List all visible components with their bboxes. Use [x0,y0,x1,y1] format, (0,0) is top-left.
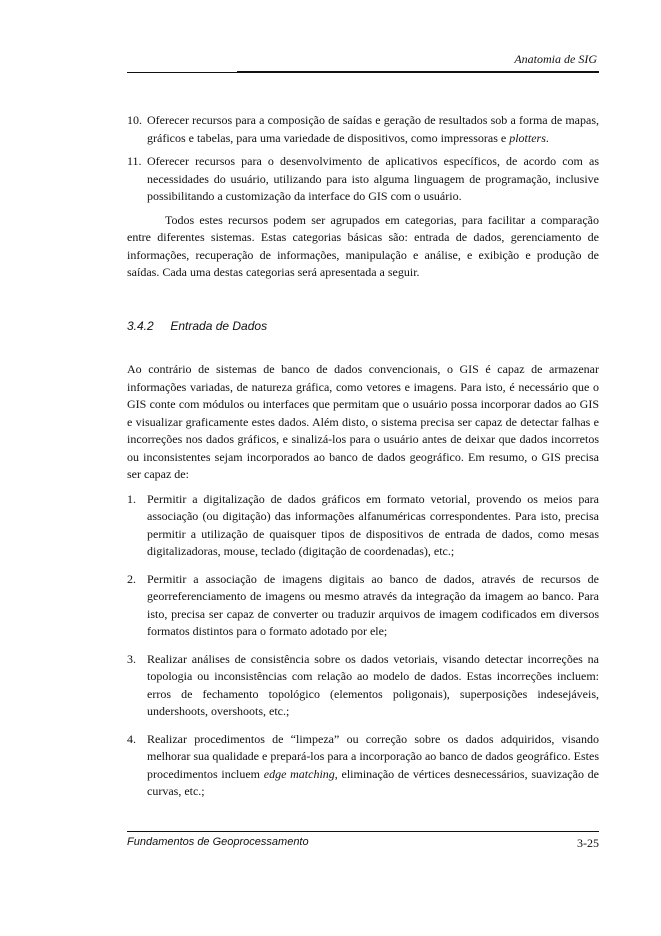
list-text: Realizar análises de consistência sobre os dados vetoriais, visando detectar incorreções na topologia ou inconsistências com relação ao modelo de dados. Estas incorreções incluem: erros de fechamento topológico (elementos poligonais), superposições indesejáveis, undershoots, overshoots, etc.; [147,651,599,718]
paragraph: Todos estes recursos podem ser agrupados em categorias, para facilitar a comparação entre diferentes sistemas. Estas categorias básicas são: entrada de dados, gerenciamento de informações, recuperação de informações, manipulação e análise, e exibição e produção de saídas. Cada uma destas categorias será apresentada a seguir. [127,212,599,279]
footer-rule [127,831,599,832]
running-header: Anatomia de SIG [514,52,597,66]
list-number: 10. [127,113,142,127]
page-content [127,112,599,811]
numbered-list [127,491,599,801]
list-text: Realizar procedimentos de “limpeza” ou correção sobre os dados adquiridos, visando melhorar sua qualidade e prepará-los para a incorporação ao banco de dados geográfico. Estes procedimentos incluem edge matching, eliminação de vértices desnecessários, suavização de curvas, etc.; [147,731,600,798]
list-text: Permitir a associação de imagens digitais ao banco de dados, através de recursos de georreferenciamento de imagens ou mesmo através da integração da imagem ao banco. Para isto, precisa ser capaz de converter ou traduzir arquivos de imagem codificados em diversos formatos distintos para o formato adotado por ele; [147,571,599,638]
list-number: 4. [127,731,136,746]
header-rule-thick [237,71,599,73]
section-heading [127,318,599,336]
list-text: Oferecer recursos para o desenvolvimento de aplicativos específicos, de acordo com as necessidades do usuário, utilizando para isto alguma linguagem de programação, inclusive possibilitando a customização da interface do GIS com o usuário. [147,154,599,203]
list-number: 3. [127,651,136,666]
list-number: 2. [127,571,136,586]
list-item [127,731,599,801]
list-item [127,112,599,147]
list-item [127,153,599,206]
list-item [127,491,599,561]
list-number: 1. [127,491,136,506]
paragraph: Ao contrário de sistemas de banco de dados convencionais, o GIS é capaz de armazenar informações variadas, de natureza gráfica, como vetores e imagens. Para isto, é necessário que o GIS conte com módulos ou interfaces que permitam que o usuário possa incorporar dados ao GIS e visualizar graficamente estes dados. Além disto, o sistema precisa ser capaz de detectar falhas e incorreções nos dados gráficos, e sinalizá-los para o usuário antes de deixar que dados incorretos ou inconsistentes sejam incorporados ao banco de dados geográfico. Em resumo, o GIS precisa ser capaz de: [127,362,599,481]
italic-term: plotters [509,130,546,145]
section-number: 3.4.2 [127,318,154,333]
italic-term: edge matching [263,766,335,781]
list-number: 11. [127,154,142,168]
section-title: Entrada de Dados [170,318,268,333]
list-text: Permitir a digitalização de dados gráficos em formato vetorial, provendo os meios para associação (ou digitação) das informações alfanuméricas correspondentes. Para isto, precisa permitir a utilização de quaisquer tipos de dispositivos de entrada de dados, como mesas digitalizadoras, mouse, teclado (digitação de coordenadas), etc.; [147,491,599,558]
list-item [127,571,599,641]
list-item [127,651,599,721]
page-number: 3-25 [577,836,599,850]
footer-title: Fundamentos de Geoprocessamento [127,836,309,848]
list-text: Oferecer recursos para a composição de saídas e geração de resultados sob a forma de mapas, gráficos e tabelas, para uma variedade de dispositivos, como impressoras e plotters. [147,113,599,145]
